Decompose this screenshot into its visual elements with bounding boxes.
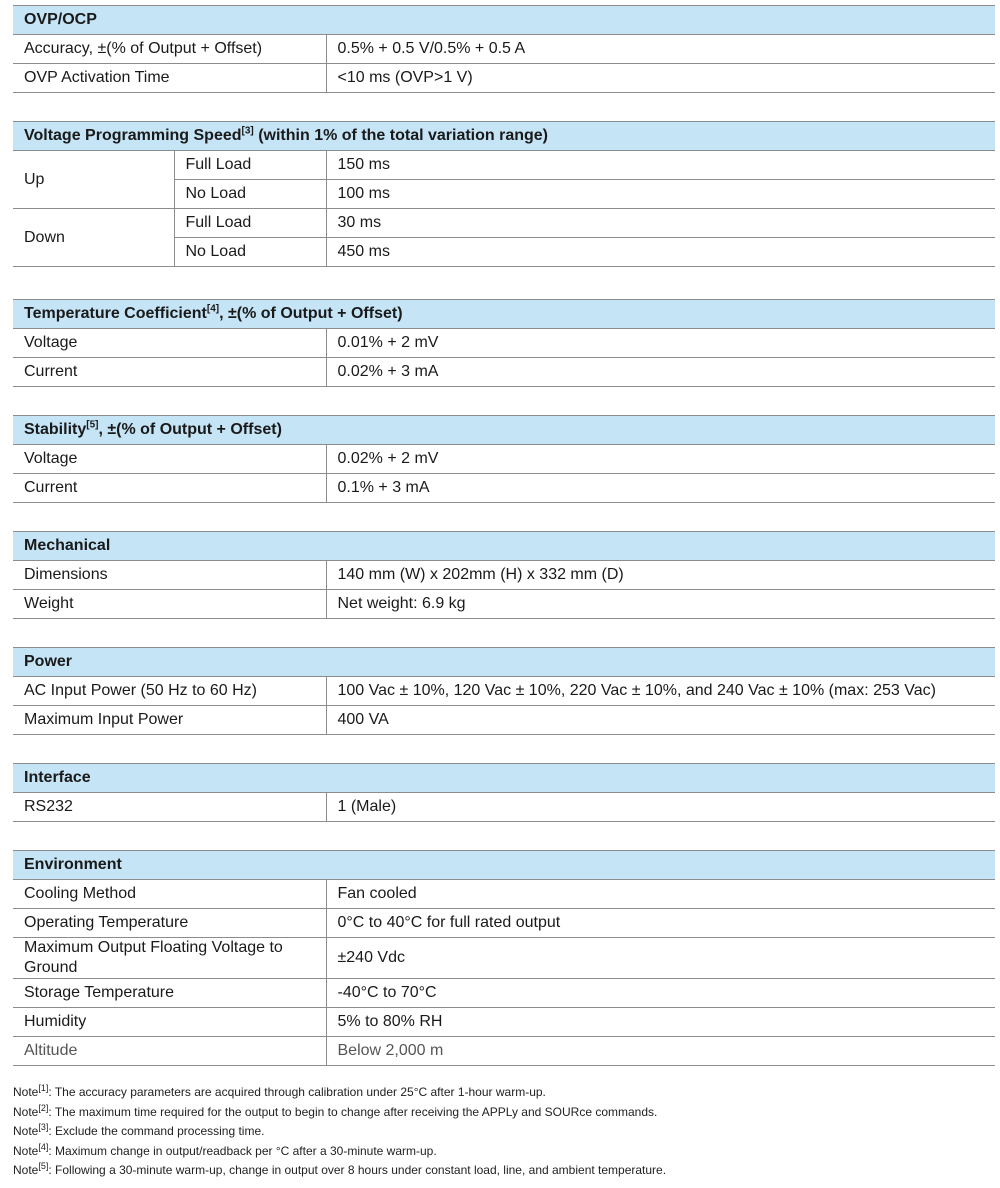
section-header-stability (13, 416, 995, 445)
section-title: Power (13, 648, 995, 677)
spec-value: 150 ms (326, 151, 995, 180)
section-title: Interface (13, 764, 995, 793)
footnote-ref: [5] (86, 419, 99, 431)
spec-value: 0.1% + 3 mA (326, 474, 995, 503)
section-header-temp-coeff (13, 300, 995, 329)
footnote-ref: [2] (38, 1102, 49, 1113)
note-text: : The maximum time required for the output to begin to change after receiving the APPLy and SOURce commands. (48, 1104, 658, 1119)
section-header-mechanical (13, 532, 995, 561)
spec-row (13, 880, 995, 909)
spec-label: Current (13, 358, 326, 387)
spec-value: Fan cooled (326, 880, 995, 909)
footnote (13, 1142, 993, 1162)
spec-label: Voltage (13, 329, 326, 358)
load-label: Full Load (174, 151, 326, 180)
note-text: : Maximum change in output/readback per °C after a 30-minute warm-up. (48, 1143, 437, 1158)
section-gap (13, 267, 995, 300)
spec-value: 0.5% + 0.5 V/0.5% + 0.5 A (326, 35, 995, 64)
footnote-ref: [1] (38, 1083, 49, 1093)
spec-value: 5% to 80% RH (326, 1008, 995, 1037)
spec-table (13, 5, 995, 1066)
section-gap (13, 387, 995, 416)
section-title (13, 122, 995, 151)
note-text: : The accuracy parameters are acquired through calibration under 25°C after 1-hour warm-up. (48, 1085, 546, 1099)
footnotes (13, 1083, 993, 1181)
section-header-interface (13, 764, 995, 793)
footnote-ref: [4] (38, 1141, 49, 1152)
spec-sheet (13, 5, 995, 1066)
title-text: (within 1% of the total variation range) (253, 127, 549, 144)
spec-row (13, 35, 995, 64)
spec-row (13, 445, 995, 474)
spec-row (13, 793, 995, 822)
title-text: Stability (24, 421, 87, 438)
spec-value: Below 2,000 m (326, 1037, 995, 1066)
spec-row (13, 706, 995, 735)
spec-label: AC Input Power (50 Hz to 60 Hz) (13, 677, 326, 706)
section-gap (13, 822, 995, 851)
title-text: Temperature Coefficient (24, 305, 207, 322)
note-prefix: Note (13, 1143, 39, 1158)
section-title: OVP/OCP (13, 6, 995, 35)
spec-row (13, 151, 995, 180)
section-gap (13, 503, 995, 532)
title-text: Voltage Programming Speed (24, 127, 242, 144)
spec-value: 450 ms (326, 238, 995, 267)
spec-value: -40°C to 70°C (326, 979, 995, 1008)
spec-row (13, 677, 995, 706)
spec-value: 30 ms (326, 209, 995, 238)
spec-row (13, 938, 995, 979)
note-prefix: Note (13, 1163, 39, 1177)
spec-label: Weight (13, 590, 326, 619)
footnote (13, 1161, 993, 1181)
footnote-ref: [4] (206, 303, 220, 315)
spec-value: Net weight: 6.9 kg (326, 590, 995, 619)
wrapped-label: Maximum Output Floating Voltage to Ground (24, 939, 283, 976)
spec-row (13, 474, 995, 503)
spec-row (13, 64, 995, 93)
spec-label: OVP Activation Time (13, 64, 326, 93)
spec-value: 0.02% + 3 mA (326, 358, 995, 387)
footnote (13, 1122, 993, 1142)
direction-label: Up (13, 151, 174, 209)
note-prefix: Note (13, 1104, 39, 1119)
section-title: Environment (13, 851, 995, 880)
title-text: , ±(% of Output + Offset) (98, 421, 282, 438)
section-title: Mechanical (13, 532, 995, 561)
load-label: No Load (174, 180, 326, 209)
spec-row (13, 1037, 995, 1066)
spec-value: 0.01% + 2 mV (326, 329, 995, 358)
section-gap (13, 619, 995, 648)
section-title (13, 300, 995, 329)
note-prefix: Note (13, 1085, 39, 1099)
section-header-power (13, 648, 995, 677)
section-header-vps (13, 122, 995, 151)
spec-row (13, 329, 995, 358)
spec-value: 1 (Male) (326, 793, 995, 822)
section-header-environment (13, 851, 995, 880)
section-title (13, 416, 995, 445)
title-text: , ±(% of Output + Offset) (219, 305, 403, 322)
load-label: No Load (174, 238, 326, 267)
spec-label: Storage Temperature (13, 979, 326, 1008)
note-text: : Following a 30-minute warm-up, change in output over 8 hours under constant load, line, and ambient temperature. (48, 1163, 667, 1177)
spec-label: Voltage (13, 445, 326, 474)
spec-row (13, 561, 995, 590)
load-label: Full Load (174, 209, 326, 238)
spec-label: Humidity (13, 1008, 326, 1037)
spec-row (13, 209, 995, 238)
spec-label: Dimensions (13, 561, 326, 590)
spec-row (13, 358, 995, 387)
spec-label: Accuracy, ±(% of Output + Offset) (13, 35, 326, 64)
spec-row (13, 909, 995, 938)
spec-label: Altitude (13, 1037, 326, 1066)
spec-value: <10 ms (OVP>1 V) (326, 64, 995, 93)
direction-label: Down (13, 209, 174, 267)
spec-label: RS232 (13, 793, 326, 822)
footnote (13, 1083, 993, 1103)
spec-row (13, 979, 995, 1008)
footnote (13, 1103, 993, 1123)
note-text: : Exclude the command processing time. (48, 1124, 265, 1138)
spec-label: Operating Temperature (13, 909, 326, 938)
spec-value: 100 ms (326, 180, 995, 209)
spec-value: 100 Vac ± 10%, 120 Vac ± 10%, 220 Vac ± 10%, and 240 Vac ± 10% (max: 253 Vac) (326, 677, 995, 706)
footnote-ref: [3] (241, 125, 254, 137)
spec-value: 400 VA (326, 706, 995, 735)
spec-value: 140 mm (W) x 202mm (H) x 332 mm (D) (326, 561, 995, 590)
footnote-ref: [3] (38, 1122, 49, 1132)
spec-row (13, 1008, 995, 1037)
footnote-ref: [5] (38, 1161, 49, 1171)
section-header-ovp (13, 6, 995, 35)
spec-label: Cooling Method (13, 880, 326, 909)
section-gap (13, 93, 995, 122)
spec-value: 0.02% + 2 mV (326, 445, 995, 474)
spec-label: Maximum Input Power (13, 706, 326, 735)
spec-label (13, 938, 326, 979)
spec-row (13, 590, 995, 619)
spec-value: 0°C to 40°C for full rated output (326, 909, 995, 938)
spec-value: ±240 Vdc (326, 938, 995, 979)
spec-label: Current (13, 474, 326, 503)
note-prefix: Note (13, 1124, 39, 1138)
section-gap (13, 735, 995, 764)
